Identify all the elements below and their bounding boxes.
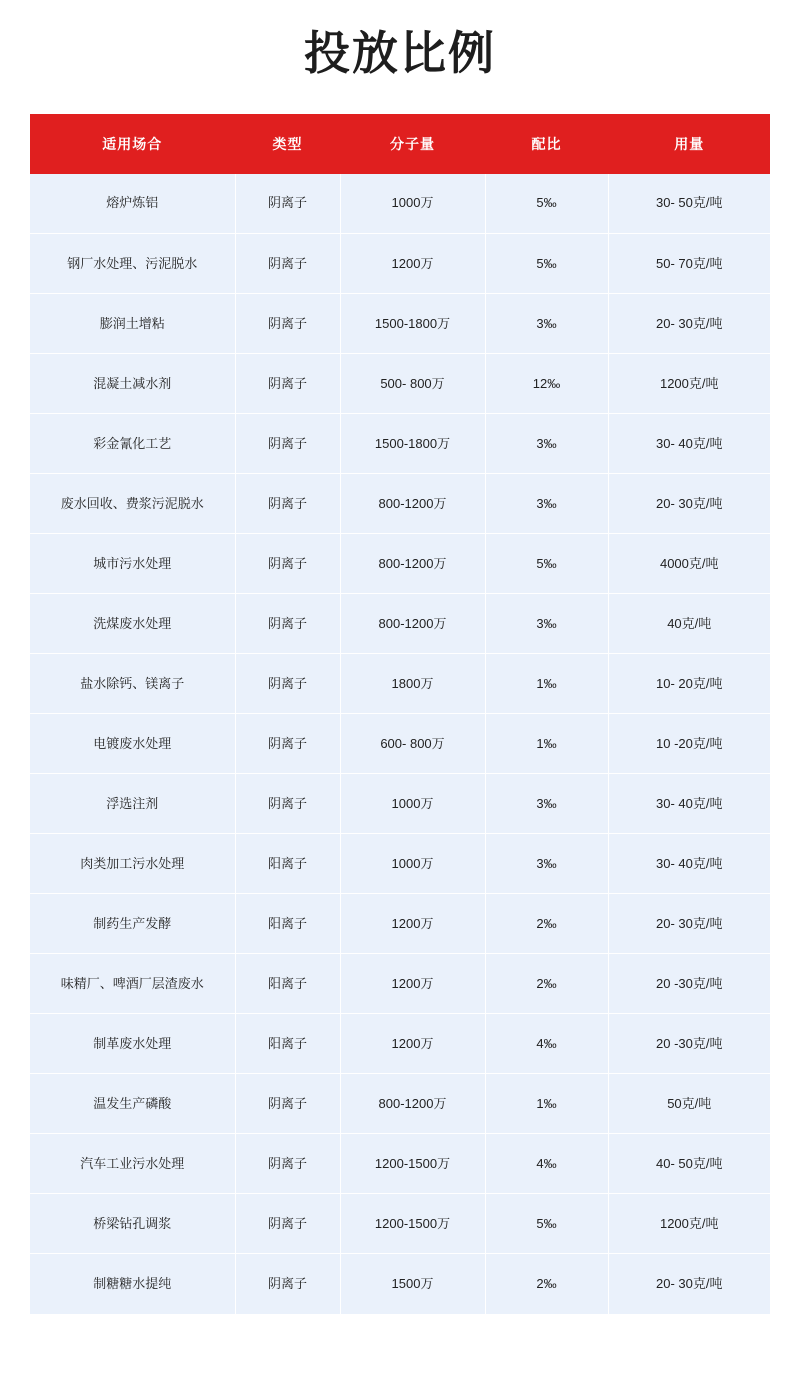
- table-cell: 1200克/吨: [608, 1194, 770, 1254]
- table-cell: 膨润土增粘: [30, 294, 235, 354]
- table-cell: 1200-1500万: [340, 1194, 485, 1254]
- table-cell: 1200万: [340, 954, 485, 1014]
- table-cell: 50- 70克/吨: [608, 234, 770, 294]
- table-cell: 20- 30克/吨: [608, 294, 770, 354]
- table-cell: 阴离子: [235, 1134, 340, 1194]
- table-cell: 3‰: [485, 294, 608, 354]
- table-cell: 4‰: [485, 1134, 608, 1194]
- table-row: [30, 474, 770, 534]
- table-cell: 30- 40克/吨: [608, 774, 770, 834]
- table-cell: 40- 50克/吨: [608, 1134, 770, 1194]
- table-cell: 30- 40克/吨: [608, 414, 770, 474]
- table-cell: 彩金氰化工艺: [30, 414, 235, 474]
- table-cell: 阳离子: [235, 894, 340, 954]
- table-cell: 4000克/吨: [608, 534, 770, 594]
- table-cell: 味精厂、啤酒厂层渣废水: [30, 954, 235, 1014]
- table-header: [30, 114, 770, 174]
- table-cell: 阴离子: [235, 354, 340, 414]
- table-cell: 制糖糖水提纯: [30, 1254, 235, 1314]
- dosage-ratio-table: [30, 114, 770, 1314]
- table-cell: 800-1200万: [340, 474, 485, 534]
- table-column-header: 用量: [608, 114, 770, 174]
- table-cell: 1500-1800万: [340, 414, 485, 474]
- table-row: [30, 954, 770, 1014]
- table-cell: 1500-1800万: [340, 294, 485, 354]
- table-cell: 阴离子: [235, 774, 340, 834]
- table-cell: 1‰: [485, 714, 608, 774]
- table-cell: 温发生产磷酸: [30, 1074, 235, 1134]
- table-cell: 30- 50克/吨: [608, 174, 770, 234]
- table-row: [30, 414, 770, 474]
- table-cell: 4‰: [485, 1014, 608, 1074]
- table-cell: 3‰: [485, 594, 608, 654]
- table-cell: 1500万: [340, 1254, 485, 1314]
- table-cell: 800-1200万: [340, 1074, 485, 1134]
- table-cell: 20 -30克/吨: [608, 1014, 770, 1074]
- table-column-header: 适用场合: [30, 114, 235, 174]
- table-row: [30, 1254, 770, 1314]
- table-cell: 洗煤废水处理: [30, 594, 235, 654]
- table-row: [30, 834, 770, 894]
- table-cell: 1200万: [340, 1014, 485, 1074]
- table-cell: 1200克/吨: [608, 354, 770, 414]
- table-cell: 20- 30克/吨: [608, 474, 770, 534]
- table-row: [30, 774, 770, 834]
- table-cell: 12‰: [485, 354, 608, 414]
- table-cell: 阴离子: [235, 714, 340, 774]
- table-cell: 30- 40克/吨: [608, 834, 770, 894]
- table-cell: 阴离子: [235, 654, 340, 714]
- table-container: [0, 114, 800, 1344]
- table-cell: 10- 20克/吨: [608, 654, 770, 714]
- table-body: [30, 174, 770, 1314]
- table-cell: 1200-1500万: [340, 1134, 485, 1194]
- table-row: [30, 894, 770, 954]
- table-cell: 5‰: [485, 174, 608, 234]
- document-page: [0, 24, 800, 1344]
- table-cell: 桥梁钻孔调浆: [30, 1194, 235, 1254]
- table-row: [30, 294, 770, 354]
- table-cell: 阴离子: [235, 474, 340, 534]
- table-cell: 熔炉炼铝: [30, 174, 235, 234]
- table-row: [30, 594, 770, 654]
- table-cell: 浮选注剂: [30, 774, 235, 834]
- table-cell: 800-1200万: [340, 594, 485, 654]
- table-cell: 阳离子: [235, 834, 340, 894]
- table-cell: 盐水除钙、镁离子: [30, 654, 235, 714]
- table-cell: 城市污水处理: [30, 534, 235, 594]
- table-cell: 2‰: [485, 954, 608, 1014]
- table-row: [30, 1014, 770, 1074]
- table-cell: 5‰: [485, 234, 608, 294]
- table-cell: 5‰: [485, 1194, 608, 1254]
- table-row: [30, 174, 770, 234]
- table-cell: 制药生产发酵: [30, 894, 235, 954]
- table-cell: 2‰: [485, 1254, 608, 1314]
- table-cell: 阴离子: [235, 1074, 340, 1134]
- table-column-header: 分子量: [340, 114, 485, 174]
- table-cell: 阴离子: [235, 534, 340, 594]
- table-cell: 阴离子: [235, 594, 340, 654]
- table-cell: 阴离子: [235, 1254, 340, 1314]
- table-cell: 5‰: [485, 534, 608, 594]
- table-cell: 1200万: [340, 894, 485, 954]
- table-cell: 阴离子: [235, 414, 340, 474]
- table-cell: 1800万: [340, 654, 485, 714]
- table-column-header: 配比: [485, 114, 608, 174]
- table-header-row: [30, 114, 770, 174]
- table-cell: 2‰: [485, 894, 608, 954]
- table-cell: 1200万: [340, 234, 485, 294]
- table-cell: 阴离子: [235, 174, 340, 234]
- table-cell: 阳离子: [235, 1014, 340, 1074]
- table-cell: 阳离子: [235, 954, 340, 1014]
- table-cell: 3‰: [485, 774, 608, 834]
- table-cell: 汽车工业污水处理: [30, 1134, 235, 1194]
- table-row: [30, 1074, 770, 1134]
- table-row: [30, 234, 770, 294]
- table-cell: 阴离子: [235, 294, 340, 354]
- table-cell: 1000万: [340, 834, 485, 894]
- table-cell: 制革废水处理: [30, 1014, 235, 1074]
- table-cell: 1000万: [340, 174, 485, 234]
- table-cell: 电镀废水处理: [30, 714, 235, 774]
- page-title: 投放比例: [304, 27, 496, 79]
- table-cell: 钢厂水处理、污泥脱水: [30, 234, 235, 294]
- table-cell: 40克/吨: [608, 594, 770, 654]
- table-row: [30, 534, 770, 594]
- table-column-header: 类型: [235, 114, 340, 174]
- table-cell: 1‰: [485, 654, 608, 714]
- table-cell: 20 -30克/吨: [608, 954, 770, 1014]
- table-cell: 800-1200万: [340, 534, 485, 594]
- table-cell: 3‰: [485, 834, 608, 894]
- table-cell: 500- 800万: [340, 354, 485, 414]
- table-cell: 混凝土减水剂: [30, 354, 235, 414]
- table-cell: 废水回收、费浆污泥脱水: [30, 474, 235, 534]
- table-cell: 1000万: [340, 774, 485, 834]
- table-cell: 3‰: [485, 474, 608, 534]
- table-row: [30, 1194, 770, 1254]
- table-cell: 600- 800万: [340, 714, 485, 774]
- table-cell: 20- 30克/吨: [608, 894, 770, 954]
- table-row: [30, 354, 770, 414]
- table-cell: 20- 30克/吨: [608, 1254, 770, 1314]
- table-cell: 10 -20克/吨: [608, 714, 770, 774]
- table-row: [30, 714, 770, 774]
- table-cell: 阴离子: [235, 1194, 340, 1254]
- table-row: [30, 1134, 770, 1194]
- table-cell: 3‰: [485, 414, 608, 474]
- table-cell: 1‰: [485, 1074, 608, 1134]
- table-cell: 50克/吨: [608, 1074, 770, 1134]
- table-cell: 肉类加工污水处理: [30, 834, 235, 894]
- table-cell: 阴离子: [235, 234, 340, 294]
- table-row: [30, 654, 770, 714]
